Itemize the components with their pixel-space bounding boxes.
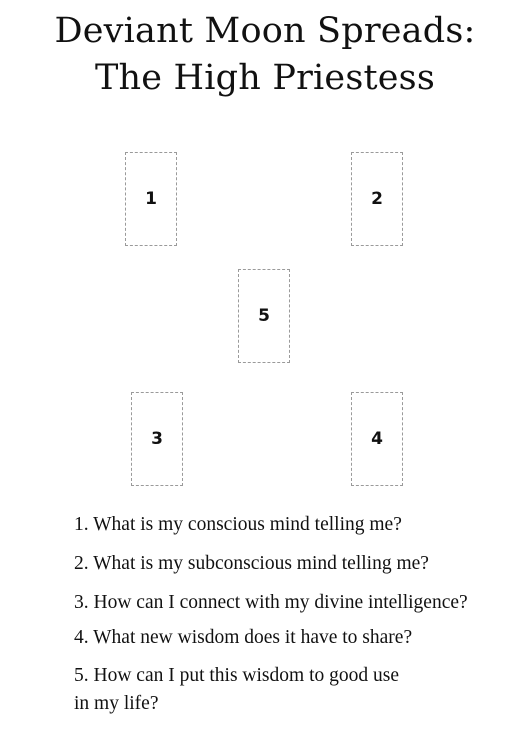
card-position-label: 3 [151, 429, 163, 449]
card-position-5 [238, 269, 290, 363]
page-title-line-2: The High Priestess [95, 58, 435, 98]
question-5-line-1: 5. How can I put this wisdom to good use [74, 665, 399, 686]
page-title-line-1: Deviant Moon Spreads: [54, 11, 476, 51]
question-2: 2. What is my subconscious mind telling me? [74, 553, 429, 574]
card-position-label: 2 [371, 189, 383, 209]
card-position-4 [351, 392, 403, 486]
card-position-label: 4 [371, 429, 383, 449]
card-position-label: 1 [145, 189, 157, 209]
card-position-1 [125, 152, 177, 246]
question-3: 3. How can I connect with my divine intelligence? [74, 592, 468, 613]
card-position-label: 5 [258, 306, 270, 326]
card-position-3 [131, 392, 183, 486]
card-position-2 [351, 152, 403, 246]
question-1: 1. What is my conscious mind telling me? [74, 514, 402, 535]
question-4: 4. What new wisdom does it have to share? [74, 627, 413, 648]
question-5-line-2: in my life? [74, 693, 159, 714]
